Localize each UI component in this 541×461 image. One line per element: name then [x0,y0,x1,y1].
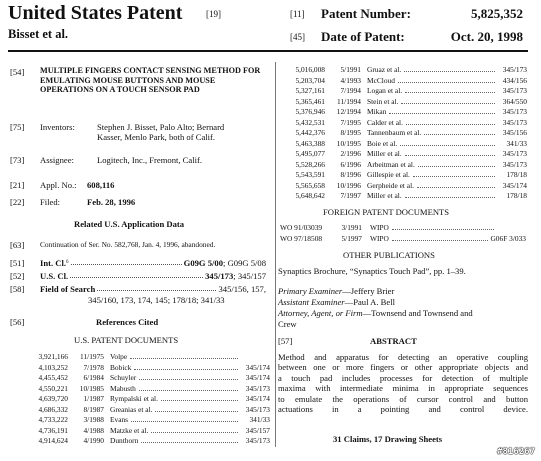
patent-date: 8/1987 [83,404,104,414]
reference-row [285,171,527,182]
patent-office-title: United States Patent [8,2,183,24]
assistant-examiner-label: Assistant Examiner [278,297,345,307]
reference-row [28,395,270,406]
abstract-reference: [57] [278,336,293,346]
patent-date: 11/1975 [80,352,104,361]
other-publication: Synaptics Brochure, “Synaptics Touch Pad”, pp. 1–39. [278,266,466,276]
patent-date: 12/1994 [336,107,361,116]
reference-row [28,437,270,448]
application-number-reference: [21] [10,180,25,190]
column-divider [275,62,276,447]
patent-number: 4,103,252 [38,362,68,372]
field-of-search-value-2: 345/160, 173, 174, 145; 178/18; 341/33 [88,295,225,305]
field-of-search-row [40,284,266,294]
patent-date: 3/1988 [83,415,104,424]
classification: 178/18 [506,191,527,200]
other-publications-heading: OTHER PUBLICATIONS [343,250,435,260]
patent-number: WO 91/03039 [280,223,323,232]
reference-row [285,108,527,119]
inventor-name: Miller et al. [367,191,402,200]
inventor-name: Gillespie et al. [367,170,410,179]
leader-dots [405,155,495,156]
patent-number: 5,432,531 [295,117,325,127]
inventor-name: Calder et al. [367,117,403,127]
reference-row [285,66,527,77]
inventor-name: Arbeitman et al. [367,159,415,169]
inventor-name: Dunthorn [110,436,139,445]
leader-dots [139,379,238,380]
classification: 345/174 [502,180,527,190]
patent-date: 6/1996 [340,159,361,169]
field-of-search-leader-dots [97,284,216,291]
patent-date: 2/1996 [340,149,361,158]
leader-dots [404,71,495,72]
continuation-text: Continuation of Ser. No. 582,768, Jan. 4, 1996, abandoned. [40,240,216,249]
invention-title: MULTIPLE FINGERS CONTACT SENSING METHOD FOR EMULATING MOUSE BUTTONS AND MOUSE OPERATIONS ON A TOUCH SENSOR PAD [40,66,261,95]
us-cl-label: U.S. Cl. [40,271,69,281]
patent-number-label: Patent Number: [321,6,411,21]
title-field-reference: [54] [10,67,25,77]
inventors-line-1: Stephen J. Bisset, Palo Alto; Bernard [97,122,225,132]
patent-date: 5/1991 [340,65,361,74]
reference-row [285,87,527,98]
header-divider [8,50,528,52]
leader-dots [139,390,238,391]
patent-date: 10/1985 [79,383,104,393]
related-application-heading: Related U.S. Application Data [74,219,185,229]
patent-date: 10/1995 [336,138,361,148]
classification: 345/173 [245,383,270,393]
primary-examiner [278,286,394,296]
date-of-patent-label: Date of Patent: [321,29,405,44]
leader-dots [141,442,238,443]
patent-number: 4,639,720 [38,394,68,403]
patent-date: 8/1995 [340,128,361,137]
field-of-search-value-1: 345/156, 157, [218,284,266,294]
inventor-name: Gruaz et al. [367,65,402,74]
classification: 345/173 [502,159,527,169]
classification: 345/173 [502,149,527,158]
patent-number: 5,016,008 [295,65,325,74]
us-cl-row [40,271,266,281]
inventor-name: Mikan [367,107,387,116]
leader-dots [155,411,238,412]
patent-date: 5/1997 [341,233,362,243]
us-cl-value-secondary: ; 345/157 [233,271,266,281]
abstract-heading: ABSTRACT [370,336,417,346]
leader-dots [389,113,495,114]
classification: 345/173 [502,117,527,127]
document-id-watermark: #816267 [497,447,535,457]
inventor-name: Greanias et al. [110,404,153,414]
leader-dots [413,176,495,177]
patent-number: 4,736,191 [38,425,68,435]
reference-row [28,374,270,385]
reference-row [28,353,270,364]
inventor-name: Schuyler [110,373,137,382]
patent-date: 10/1996 [336,180,361,190]
classification: 434/156 [502,75,527,85]
reference-row [285,192,527,203]
assignee-value: Logitech, Inc., Fremont, Calif. [97,155,203,165]
int-cl-row [40,258,266,268]
leader-dots [401,103,495,104]
inventor-name: Matzke et al. [110,425,149,435]
patent-number: 5,203,704 [295,75,325,85]
abstract-text [278,352,528,414]
assistant-examiner-name: —Paul A. Bell [344,297,395,307]
classification: 345/174 [245,394,270,403]
foreign-patent-documents-list [280,224,526,245]
attorney [278,308,473,318]
leader-dots [130,358,238,359]
classification: 341/33 [249,415,270,424]
patent-date: 7/1994 [340,86,361,95]
abstract-line: a touch pad includes processes for detection of multiple [278,372,528,383]
inventor-name: Bobick [110,362,132,372]
patent-number: WO 97/18508 [280,233,323,243]
patent-number: 5,543,591 [295,170,325,179]
primary-examiner-label: Primary Examiner [278,286,343,296]
assistant-examiner [278,297,395,307]
patent-number: 5,528,266 [295,159,325,169]
foreign-reference-row [280,235,526,246]
int-cl-leader-dots [71,258,182,265]
leader-dots [392,229,494,230]
patent-number: 5,825,352 [471,6,523,21]
foreign-reference-row [280,224,526,235]
leader-dots [405,197,495,198]
leader-dots [161,400,238,401]
patent-number: 5,495,077 [295,149,325,158]
int-cl-superscript: 6 [66,260,69,265]
inventor-name: Mabusth [110,383,136,393]
classification: 341/33 [506,138,527,148]
patent-date: 4/1990 [83,436,104,445]
us-patent-documents-continued [285,66,527,203]
abstract-line: maxima with intermediate minima in appropriate sequences [278,383,528,394]
patent-office: WIPO [370,233,389,243]
attorney-name-continued: Crew [278,319,297,329]
filed-date: Feb. 28, 1996 [87,197,136,207]
title-reference: [19] [206,9,221,19]
classification: 345/173 [502,86,527,95]
application-number-label: Appl. No.: [40,180,77,190]
inventor-name: Rympalski et al. [110,394,158,403]
us-patent-documents-list [28,353,270,448]
references-reference: [56] [10,317,25,327]
patent-number: 5,442,376 [295,128,325,137]
foreign-patent-documents-heading: FOREIGN PATENT DOCUMENTS [323,207,450,217]
patent-number: 4,733,222 [38,415,68,424]
leader-dots [131,421,238,422]
leader-dots [392,240,489,241]
patent-number: 5,365,461 [295,96,325,106]
leader-dots [400,145,495,146]
attorney-label: Attorney, Agent, or Firm [278,308,363,318]
classification: 345/173 [502,107,527,116]
filed-reference: [22] [10,197,25,207]
patent-date: 4/1988 [83,425,104,435]
inventor-name: Gerpheide et al. [367,180,414,190]
classification: G06F 3/033 [490,233,526,243]
classification: 345/157 [245,425,270,435]
reference-row [28,416,270,427]
classification: 345/174 [245,362,270,372]
inventor-name: Evans [110,415,129,424]
int-cl-reference: [51] [10,258,25,268]
us-cl-value: 345/173 [205,271,234,281]
classification: 178/18 [506,170,527,179]
leader-dots [405,92,495,93]
application-number: 608,116 [87,180,115,190]
abstract-line: between one or more fingers or other appropriate objects and [278,362,528,373]
primary-examiner-name: —Jeffery Brier [342,286,395,296]
leader-dots [134,369,238,370]
reference-row [285,150,527,161]
patent-number: 5,327,161 [295,86,325,95]
patent-number: 4,455,452 [38,373,68,382]
classification: 345/174 [245,373,270,382]
patent-date: 4/1993 [340,75,361,85]
abstract-line: Method and apparatus for detecting an operative coupling [278,352,528,362]
patent-number-reference: [11] [290,9,305,19]
patent-office: WIPO [370,223,389,232]
patent-date: 7/1995 [340,117,361,127]
patent-date: 7/1978 [83,362,104,372]
int-cl-value: G09G 5/00 [183,258,224,268]
classification: 364/550 [502,96,527,106]
inventor-name: Miller et al. [367,149,402,158]
claims-summary: 31 Claims, 17 Drawing Sheets [333,434,443,444]
patent-number: 4,914,624 [38,436,68,445]
inventor-name: Boie et al. [367,138,398,148]
classification: 345/156 [502,128,527,137]
inventor-name: Stein et al. [367,96,399,106]
attorney-name: —Townsend and Townsend and [362,308,473,318]
patent-date: 8/1996 [340,170,361,179]
patent-date: 1/1987 [83,394,104,403]
inventor-short-name: Bisset et al. [8,27,69,41]
patent-date: 7/1997 [340,191,361,200]
inventor-name: Logan et al. [367,86,403,95]
classification: 345/173 [245,436,270,445]
inventors-reference: [75] [10,122,25,132]
inventors-label: Inventors: [40,122,75,132]
assignee-reference: [73] [10,155,25,165]
inventor-name: Tannenbaum et al. [367,128,422,137]
leader-dots [424,134,495,135]
assignee-label: Assignee: [40,155,74,165]
patent-number: 4,550,221 [38,383,68,393]
patent-date: 3/1991 [341,223,362,232]
inventor-name: McCloud [367,75,395,85]
inventor-name: Volpe [110,352,128,361]
leader-dots [398,82,495,83]
references-cited-heading: References Cited [96,317,159,327]
leader-dots [417,187,495,188]
field-of-search-label: Field of Search [40,284,96,294]
patent-date: 11/1994 [337,96,361,106]
patent-number: 5,648,642 [295,191,325,200]
filed-label: Filed: [40,197,61,207]
field-of-search-reference: [58] [10,284,25,294]
date-of-patent: Oct. 20, 1998 [450,29,523,44]
classification: 345/173 [502,65,527,74]
us-cl-leader-dots [70,271,203,278]
leader-dots [151,432,238,433]
abstract-line: actuations in a pointing and control device. [278,403,528,414]
date-reference: [45] [290,32,305,42]
int-cl-value-secondary: ; G09G 5/08 [223,258,266,268]
us-cl-reference: [52] [10,271,25,281]
patent-number: 3,921,166 [38,352,68,361]
classification: 345/173 [245,404,270,414]
leader-dots [418,166,495,167]
int-cl-label: Int. Cl. [40,258,67,268]
patent-number: 5,463,388 [295,138,325,148]
reference-row [285,129,527,140]
patent-number: 5,376,946 [295,107,325,116]
continuation-reference: [63] [10,240,25,250]
patent-number: 4,686,332 [38,404,68,414]
inventors-line-2: Kasser, Menlo Park, both of Calif. [97,132,216,142]
patent-date: 6/1984 [83,373,104,382]
abstract-line: to emulate the operations of cursor control and button [278,393,528,404]
us-patent-documents-heading: U.S. PATENT DOCUMENTS [74,335,179,345]
patent-number: 5,565,658 [295,180,325,190]
leader-dots [406,124,495,125]
